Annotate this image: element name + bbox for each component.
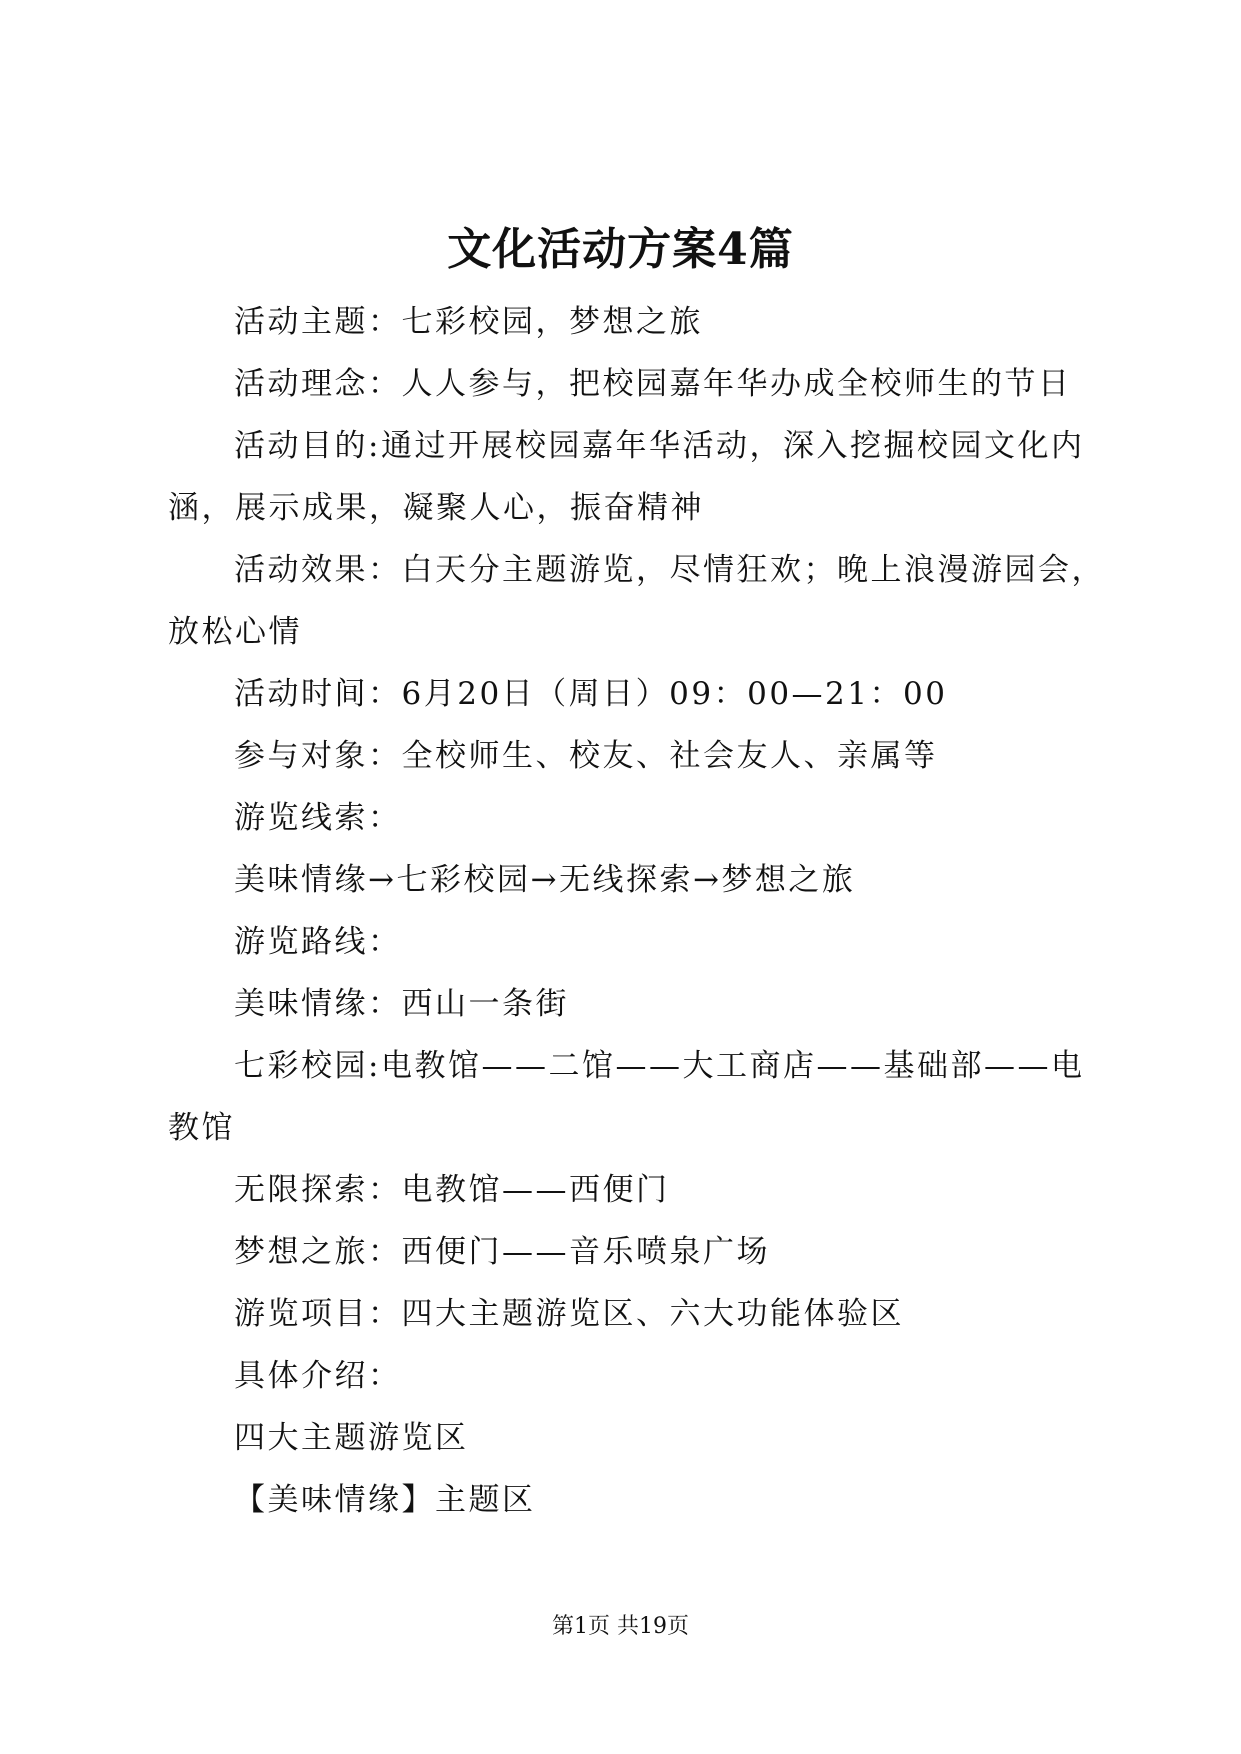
line-tour-route-heading: 游览路线：	[234, 924, 402, 960]
line-tour-clue-heading: 游览线索：	[234, 800, 402, 836]
line-tour-items: 游览项目：四大主题游览区、六大功能体验区	[234, 1296, 904, 1332]
document-body	[168, 291, 1105, 1531]
line-details-heading: 具体介绍：	[234, 1358, 402, 1394]
line-route-dream: 梦想之旅：西便门——音乐喷泉广场	[234, 1234, 770, 1270]
line-route-food: 美味情缘：西山一条街	[234, 986, 569, 1022]
line-activity-effect: 活动效果：白天分主题游览，尽情狂欢；晚上浪漫游园会，	[234, 552, 1105, 588]
line-route-campus: 七彩校园:电教馆——二馆——大工商店——基础部——电	[234, 1048, 1085, 1084]
line-activity-purpose: 活动目的:通过开展校园嘉年华活动，深入挖掘校园文化内	[234, 428, 1085, 464]
page-number: 第1页 共19页	[552, 1614, 689, 1639]
document-title: 文化活动方案4篇	[447, 224, 794, 275]
line-four-zones: 四大主题游览区	[234, 1420, 469, 1456]
line-participants: 参与对象：全校师生、校友、社会友人、亲属等	[234, 738, 938, 774]
line-route-campus-cont: 教馆	[168, 1110, 235, 1146]
line-activity-theme: 活动主题：七彩校园，梦想之旅	[234, 304, 703, 340]
line-activity-effect-cont: 放松心情	[168, 614, 302, 650]
line-activity-concept: 活动理念：人人参与，把校园嘉年华办成全校师生的节日	[234, 366, 1072, 402]
line-activity-time: 活动时间：6月20日（周日）09：00—21：00	[234, 676, 948, 712]
line-activity-purpose-cont: 涵，展示成果，凝聚人心，振奋精神	[168, 490, 704, 526]
line-food-zone: 【美味情缘】主题区	[234, 1482, 536, 1518]
line-route-explore: 无限探索：电教馆——西便门	[234, 1172, 670, 1208]
line-tour-clue: 美味情缘→七彩校园→无线探索→梦想之旅	[234, 862, 856, 898]
